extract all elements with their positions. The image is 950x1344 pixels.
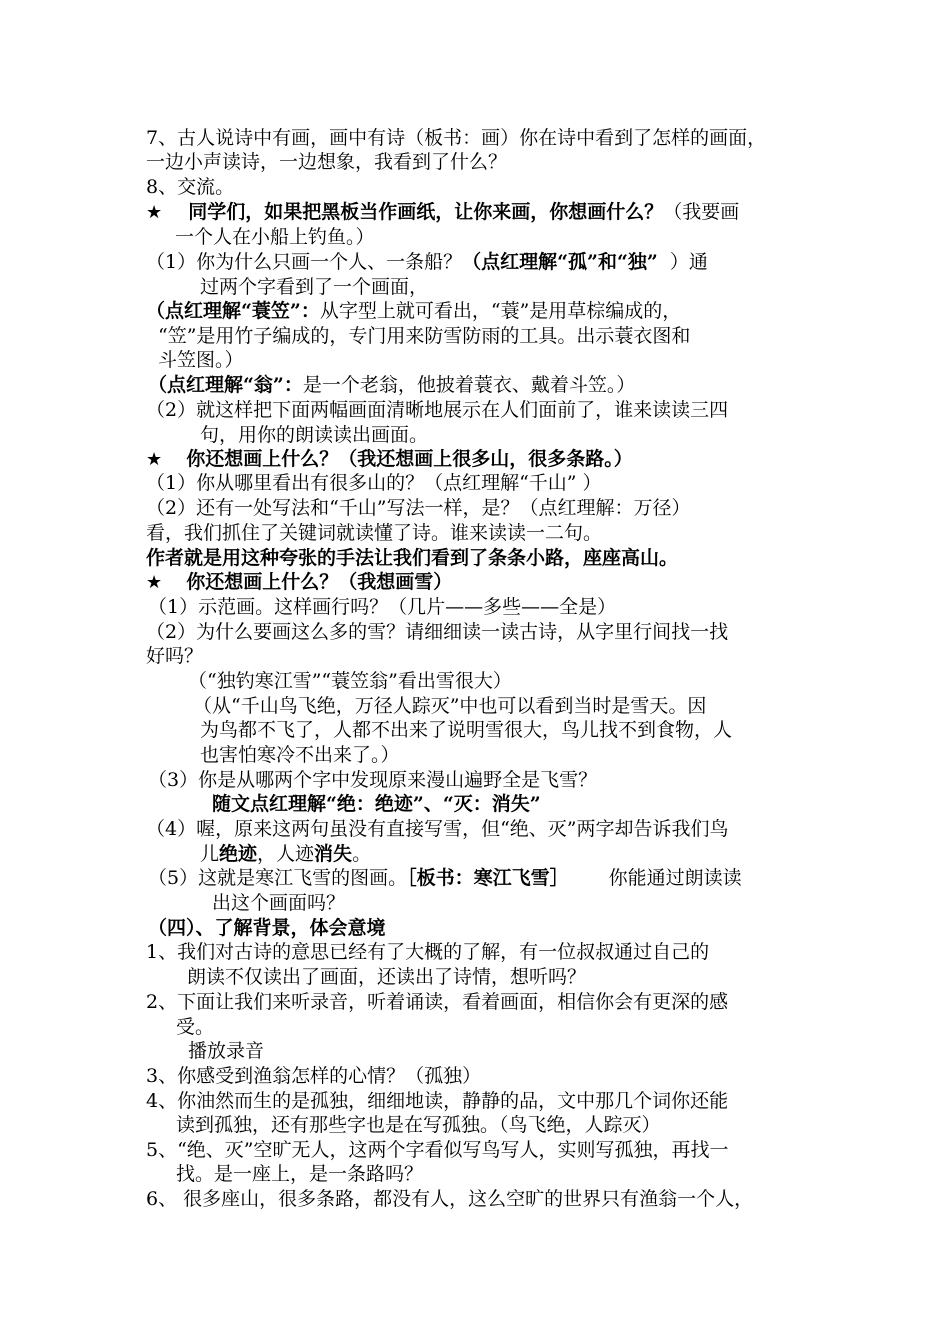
text-line: 7、古人说诗中有画，画中有诗（板书：画）你在诗中看到了怎样的画面， bbox=[146, 127, 767, 149]
section-heading: （四）、了解背景，体会意境 bbox=[148, 917, 386, 939]
bold-text: 消失 bbox=[314, 843, 353, 865]
normal-text: 儿 bbox=[200, 843, 220, 865]
bold-text: （点红理解“蓑笠”： bbox=[146, 300, 320, 322]
text-line: 过两个字看到了一个画面， bbox=[200, 276, 429, 298]
text-line: （“独钓寒江雪”“蓑笠翁”看出雪很大） bbox=[188, 670, 512, 692]
normal-text: 从字型上就可看出，“蓑”是用草棕编成的， bbox=[319, 300, 682, 322]
star-icon: ★ bbox=[146, 202, 163, 223]
text-line: （3）你是从哪两个字中发现原来漫山遍野全是飞雪？ bbox=[148, 769, 598, 791]
text-line: 2、下面让我们来听录音，听着诵读，看着画面，相信你会有更深的感 bbox=[146, 991, 729, 1013]
text-line: （2）还有一处写法和“千山”写法一样，是？（点红理解：万径） bbox=[146, 497, 691, 519]
bold-text: （点红理解“孤”和“独” bbox=[462, 251, 658, 273]
normal-text: （5）这就是寒江飞雪的图画。 bbox=[148, 867, 408, 889]
bold-text: 同学们，如果把黑板当作画纸，让你来画，你想画什么？ bbox=[188, 201, 664, 223]
text-line: 8、交流。 bbox=[146, 176, 235, 198]
text-line: 4、你油然而生的是孤独，细细地读，静静的品，文中那几个词你还能 bbox=[146, 1090, 729, 1112]
bold-text: ［板书：寒江飞雪］ bbox=[407, 867, 569, 889]
text-line: （从“千山鸟飞绝，万径人踪灭”中也可以看到当时是雪天。因 bbox=[193, 695, 707, 717]
text-line: 好吗？ bbox=[146, 645, 204, 667]
normal-text: ）通 bbox=[669, 251, 708, 273]
text-line: （2）为什么要画这么多的雪？请细细读一读古诗，从字里行间找一找 bbox=[146, 621, 729, 643]
normal-text: 。 bbox=[352, 843, 372, 865]
text-line bbox=[146, 250, 708, 274]
text-line: 3、你感受到渔翁怎样的心情？（孤独） bbox=[146, 1065, 482, 1087]
text-line: 也害怕寒冷不出来了。） bbox=[200, 744, 400, 766]
normal-text: 你能通过朗读读 bbox=[608, 867, 742, 889]
bold-text: （点红理解“翁”： bbox=[148, 374, 303, 396]
text-line: 1、我们对古诗的意思已经有了大概的了解，有一位叔叔通过自己的 bbox=[146, 941, 710, 963]
text-line: 一个人在小船上钓鱼。） bbox=[175, 226, 375, 248]
text-line bbox=[146, 299, 681, 323]
text-line: “笠”是用竹子编成的，专门用来防雪防雨的工具。出示蓑衣图和 bbox=[158, 325, 691, 347]
text-line: 5、“绝、灭”空旷无人，这两个字看似写鸟写人，实则写孤独，再找一 bbox=[146, 1139, 729, 1161]
normal-text: ，人迹 bbox=[257, 843, 315, 865]
text-line: 6、 很多座山，很多条路，都没有人，这么空旷的世界只有渔翁一个人， bbox=[146, 1188, 754, 1210]
text-line: （1）示范画。这样画行吗？（几片——多些——全是） bbox=[148, 596, 617, 618]
normal-text: （我要画 bbox=[663, 201, 740, 223]
text-line: 找。是一座上，是一条路吗？ bbox=[176, 1163, 424, 1185]
text-line bbox=[146, 447, 633, 472]
text-line bbox=[148, 866, 742, 890]
text-line: 作者就是用这种夸张的手法让我们看到了条条小路，座座高山。 bbox=[146, 547, 679, 569]
normal-text: 是一个老翁，他披着蓑衣、戴着斗笠。） bbox=[302, 374, 636, 396]
text-line: 受。 bbox=[176, 1016, 215, 1038]
text-line: 朗读不仅读出了画面，还读出了诗情，想听吗？ bbox=[187, 966, 587, 988]
text-line: 出这个画面吗？ bbox=[212, 892, 346, 914]
bold-text: 你还想画上什么？（我想画雪） bbox=[186, 571, 453, 593]
text-line: 斗笠图。） bbox=[158, 349, 244, 371]
bold-text: 你还想画上什么？（我还想画上很多山，很多条路。） bbox=[186, 448, 633, 470]
text-line bbox=[148, 373, 635, 397]
text-line: 播放录音 bbox=[188, 1040, 265, 1062]
star-icon: ★ bbox=[146, 449, 163, 470]
text-line: 句，用你的朗读读出画面。 bbox=[200, 424, 429, 446]
text-line: 看，我们抓住了关键词就读懂了诗。谁来读读一二句。 bbox=[146, 522, 603, 544]
text-line: 读到孤独，还有那些字也是在写孤独。（鸟飞绝，人踪灭） bbox=[176, 1114, 661, 1136]
normal-text: （1）你为什么只画一个人、一条船？ bbox=[146, 251, 463, 273]
text-line bbox=[146, 200, 739, 225]
star-icon: ★ bbox=[146, 572, 163, 593]
bold-text: 绝迹 bbox=[219, 843, 258, 865]
text-line: 一边小声读诗，一边想象，我看到了什么？ bbox=[146, 151, 508, 173]
text-line: （2）就这样把下面两幅画面清晰地展示在人们面前了，谁来读读三四 bbox=[146, 399, 729, 421]
text-line: 随文点红理解“绝：绝迹”、“灭：消失” bbox=[212, 793, 541, 815]
text-line bbox=[200, 842, 371, 866]
text-line: （1）你从哪里看出有很多山的？（点红理解“千山” ） bbox=[146, 472, 602, 494]
text-line: （4）喔，原来这两句虽没有直接写雪，但“绝、灭”两字却告诉我们鸟 bbox=[146, 818, 729, 840]
text-line: 为鸟都不飞了，人都不出来了说明雪很大，鸟儿找不到食物，人 bbox=[200, 719, 733, 741]
text-line bbox=[146, 570, 452, 595]
